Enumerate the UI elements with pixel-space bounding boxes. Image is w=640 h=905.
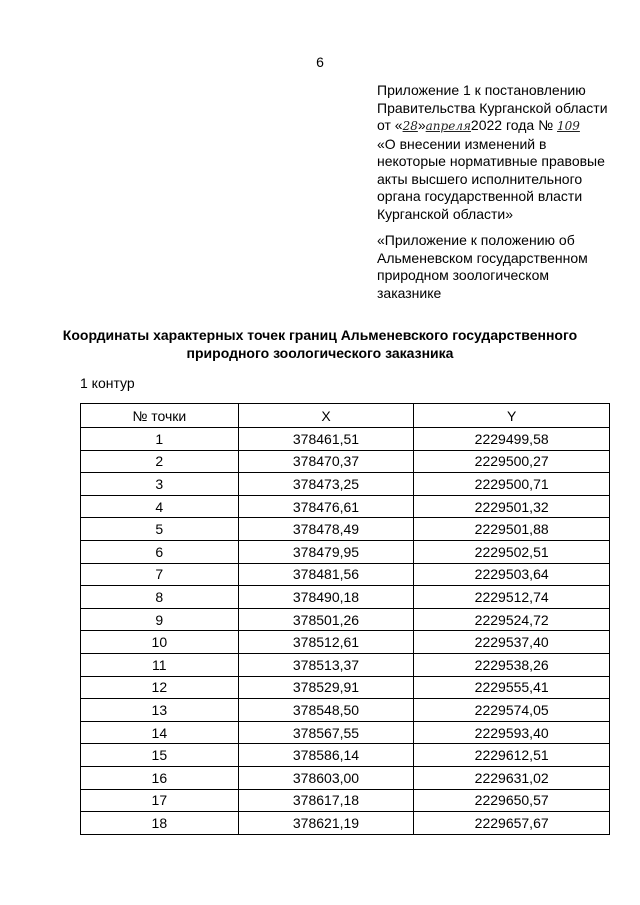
- annex-line-5: некоторые нормативные правовые: [377, 153, 605, 169]
- year-text: 2022 года №: [470, 117, 554, 133]
- x-cell: 378603,00: [238, 766, 414, 789]
- x-cell: 378470,37: [238, 450, 414, 473]
- point-number-cell: 7: [81, 563, 239, 586]
- month-separator: »: [417, 117, 426, 133]
- point-number-cell: 4: [81, 495, 239, 518]
- annex2-line-2: Альменевском государственном: [377, 249, 588, 266]
- x-cell: 378501,26: [238, 608, 414, 631]
- x-cell: 378586,14: [238, 744, 414, 767]
- annex-line-4: «О внесении изменений в: [377, 135, 547, 152]
- x-cell: 378476,61: [238, 495, 414, 518]
- table-row: [81, 721, 610, 744]
- table-row: [81, 631, 610, 654]
- date-prefix: от «: [377, 117, 403, 133]
- annex-line-8: Курганской области»: [377, 205, 514, 222]
- y-cell: 2229500,71: [414, 473, 610, 496]
- table-header-row: [81, 404, 610, 428]
- point-number-cell: 8: [81, 586, 239, 609]
- point-number-cell: 12: [81, 676, 239, 699]
- table-row: [81, 699, 610, 722]
- y-cell: 2229501,32: [414, 495, 610, 518]
- x-cell: 378481,56: [238, 563, 414, 586]
- point-number-cell: 18: [81, 812, 239, 835]
- point-number-cell: 1: [81, 428, 239, 451]
- annex-line-7: органа государственной власти: [377, 188, 583, 204]
- point-number-cell: 15: [81, 744, 239, 767]
- point-number-cell: 10: [81, 631, 239, 654]
- x-cell: 378513,37: [238, 653, 414, 676]
- table-row: [81, 428, 610, 451]
- point-number-cell: 14: [81, 721, 239, 744]
- document-title: [40, 326, 600, 362]
- page-number: 6: [316, 54, 324, 70]
- annex-subheader: [377, 232, 627, 302]
- x-cell: 378461,51: [238, 428, 414, 451]
- y-cell: 2229512,74: [414, 586, 610, 609]
- y-cell: 2229503,64: [414, 563, 610, 586]
- title-line-2: природного зоологического заказника: [186, 345, 454, 361]
- point-number-cell: 5: [81, 518, 239, 541]
- table-row: [81, 495, 610, 518]
- x-cell: 378479,95: [238, 540, 414, 563]
- y-cell: 2229499,58: [414, 428, 610, 451]
- y-cell: 2229538,26: [414, 653, 610, 676]
- y-cell: 2229631,02: [414, 766, 610, 789]
- point-number-cell: 13: [81, 699, 239, 722]
- x-cell: 378478,49: [238, 518, 414, 541]
- y-cell: 2229502,51: [414, 540, 610, 563]
- point-number-cell: 2: [81, 450, 239, 473]
- handwritten-month: апреля: [425, 119, 471, 133]
- y-cell: 2229501,88: [414, 518, 610, 541]
- annex-line-2: Правительства Курганской области: [377, 99, 608, 116]
- x-cell: 378548,50: [238, 699, 414, 722]
- point-number-cell: 6: [81, 540, 239, 563]
- table-row: [81, 608, 610, 631]
- point-number-cell: 3: [81, 473, 239, 496]
- annex2-line-4: заказнике: [377, 284, 442, 301]
- y-cell: 2229500,27: [414, 450, 610, 473]
- x-cell: 378621,19: [238, 812, 414, 835]
- table-row: [81, 540, 610, 563]
- point-number-cell: 9: [81, 608, 239, 631]
- contour-label: 1 контур: [80, 375, 135, 391]
- annex-date-line: [377, 117, 627, 136]
- table-row: [81, 653, 610, 676]
- y-cell: 2229657,67: [414, 812, 610, 835]
- y-cell: 2229574,05: [414, 699, 610, 722]
- table-row: [81, 812, 610, 835]
- header-point-number: № точки: [81, 404, 239, 428]
- annex-line-1: Приложение 1 к постановлению: [377, 82, 586, 98]
- x-cell: 378617,18: [238, 789, 414, 812]
- y-cell: 2229650,57: [414, 789, 610, 812]
- y-cell: 2229524,72: [414, 608, 610, 631]
- x-cell: 378473,25: [238, 473, 414, 496]
- y-cell: 2229537,40: [414, 631, 610, 654]
- annex-line-6: акты высшего исполнительного: [377, 170, 583, 187]
- handwritten-day: 28: [402, 119, 418, 133]
- y-cell: 2229555,41: [414, 676, 610, 699]
- point-number-cell: 17: [81, 789, 239, 812]
- table-row: [81, 789, 610, 812]
- x-cell: 378512,61: [238, 631, 414, 654]
- x-cell: 378490,18: [238, 586, 414, 609]
- table-row: [81, 473, 610, 496]
- point-number-cell: 16: [81, 766, 239, 789]
- annex2-line-3: природном зоологическом: [377, 267, 549, 283]
- table-row: [81, 766, 610, 789]
- annex-header: [377, 82, 627, 223]
- table-row: [81, 744, 610, 767]
- coordinates-table: [80, 403, 610, 835]
- header-y: Y: [414, 404, 610, 428]
- table-row: [81, 518, 610, 541]
- handwritten-number: 109: [557, 119, 580, 133]
- point-number-cell: 11: [81, 653, 239, 676]
- table-row: [81, 676, 610, 699]
- title-line-1: Координаты характерных точек границ Альменевского государственного: [62, 327, 578, 343]
- x-cell: 378529,91: [238, 676, 414, 699]
- x-cell: 378567,55: [238, 721, 414, 744]
- table-row: [81, 563, 610, 586]
- annex2-line-1: «Приложение к положению об: [377, 232, 575, 248]
- table-row: [81, 586, 610, 609]
- y-cell: 2229612,51: [414, 744, 610, 767]
- y-cell: 2229593,40: [414, 721, 610, 744]
- header-x: X: [238, 404, 414, 428]
- table-row: [81, 450, 610, 473]
